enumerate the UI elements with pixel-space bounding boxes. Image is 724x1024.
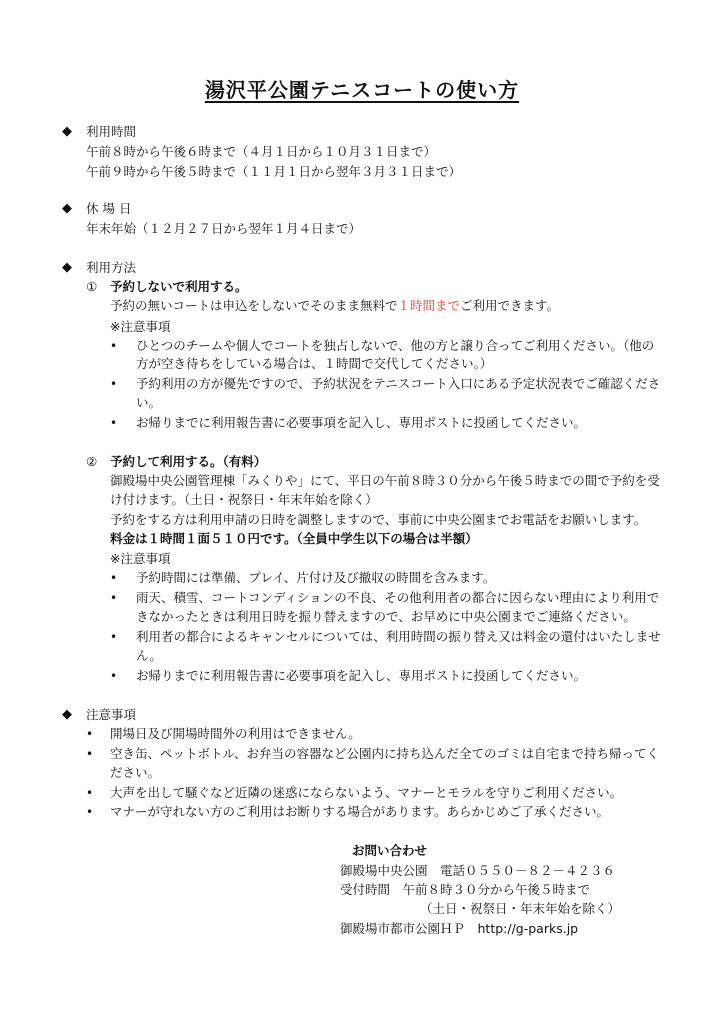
closed-line: 年末年始（１２月２７日から翌年１月４日まで） <box>86 221 362 236</box>
no-reserve-heading: 予約しないで利用する。 <box>110 279 248 294</box>
bullet-icon: • <box>110 630 118 644</box>
bullet-icon: • <box>110 669 118 683</box>
caution-line: マナーが守れない方のご利用はお断りする場合があります。あらかじめご了承ください。 <box>110 804 610 819</box>
contact-line: 御殿場市都市公園ＨＰ http://g-parks.jp <box>340 921 579 936</box>
notes-label: ※注意事項 <box>110 319 171 334</box>
note-line: きなかったときは利用日時を振り替えますので、お早めに中央公園までご連絡ください。 <box>136 609 636 624</box>
closed-heading: 休 場 日 <box>86 201 132 216</box>
diamond-icon: ◆ <box>62 260 72 275</box>
bullet-icon: • <box>110 571 118 585</box>
bullet-icon: • <box>110 339 118 353</box>
no-reserve-desc: 予約の無いコートは申込をしないでそのまま無料で１時間までご利用できます。 <box>110 298 560 313</box>
free-hour-highlight: １時間まで <box>397 298 461 313</box>
usage-heading: 利用方法 <box>86 260 137 275</box>
note-line: お帰りまでに利用報告書に必要事項を記入し、専用ポストに投函してください。 <box>136 415 587 430</box>
reserve-desc: 御殿場中央公園管理棟「みくりや」にて、平日の午前８時３０分から午後５時までの間で予約を受 <box>110 473 660 488</box>
note-line: い。 <box>136 395 162 410</box>
bullet-icon: • <box>110 416 118 430</box>
contact-line: （土日・祝祭日・年末年始を除く） <box>420 901 621 916</box>
contact-heading: お問い合わせ <box>352 843 428 858</box>
bullet-icon: • <box>110 591 118 605</box>
notes-label: ※注意事項 <box>110 551 171 566</box>
note-line: 利用者の都合によるキャンセルについては、利用時間の振り替え又は料金の還付はいたしませ <box>136 629 661 644</box>
note-line: 予約時間には準備、プレイ、片付け及び撤収の時間を含みます。 <box>136 570 496 585</box>
bullet-icon: • <box>86 786 94 800</box>
item-marker: ② <box>86 454 98 469</box>
contact-line: 御殿場中央公園 電話０５５０－８２－４２３６ <box>340 863 616 878</box>
diamond-icon: ◆ <box>62 707 72 722</box>
reserve-heading: 予約して利用する。（有料） <box>110 454 267 469</box>
caution-line: 空き缶、ペットボトル、お弁当の容器など公園内に持ち込んだ全てのゴミは自宅まで持ち帰ってく <box>110 746 660 761</box>
bullet-icon: • <box>86 747 94 761</box>
note-line: 雨天、積雪、コートコンディションの不良、その他利用者の都合に因らない理由により利用で <box>136 590 660 605</box>
caution-line: 開場日及び開場時間外の利用はできません。 <box>110 726 361 741</box>
note-line: ん。 <box>136 648 162 663</box>
reserve-desc: 予約をする方は利用申請の日時を調整しますので、事前に中央公園までお電話をお願いします。 <box>110 512 647 527</box>
note-line: ひとつのチームや個人でコートを独占しないで、他の方と譲り合ってご利用ください。（他の <box>136 338 655 353</box>
bullet-icon: • <box>110 377 118 391</box>
item-marker: ① <box>86 279 98 294</box>
note-line: 予約利用の方が優先ですので、予約状況をテニスコート入口にある予定状況表でご確認くださ <box>136 376 661 391</box>
bullet-icon: • <box>86 805 94 819</box>
diamond-icon: ◆ <box>62 201 72 216</box>
caution-line: ださい。 <box>110 765 161 780</box>
caution-line: 大声を出して騒ぐなど近隣の迷惑にならないよう、マナーとモラルを守りご利用ください。 <box>110 785 623 800</box>
note-line: お帰りまでに利用報告書に必要事項を記入し、専用ポストに投函してください。 <box>136 668 587 683</box>
hours-line: 午前８時から午後６時まで（４月１日から１０月３１日まで） <box>86 144 437 159</box>
diamond-icon: ◆ <box>62 124 72 139</box>
note-line: 方が空き待ちをしている場合は、１時間で交代してください。） <box>136 356 493 371</box>
page-title: 湯沢平公園テニスコートの使い方 <box>204 78 520 102</box>
bullet-icon: • <box>86 727 94 741</box>
contact-line: 受付時間 午前８時３０分から午後５時まで <box>340 882 591 897</box>
hours-line: 午前９時から午後５時まで（１１月１日から翌年３月３１日まで） <box>86 164 462 179</box>
fee-text: 料金は１時間１面５１０円です。（全員中学生以下の場合は半額） <box>110 531 478 546</box>
reserve-desc: け付けます。（土日・祝祭日・年末年始を除く） <box>110 492 378 507</box>
hours-heading: 利用時間 <box>86 124 137 139</box>
caution-heading: 注意事項 <box>86 707 137 722</box>
